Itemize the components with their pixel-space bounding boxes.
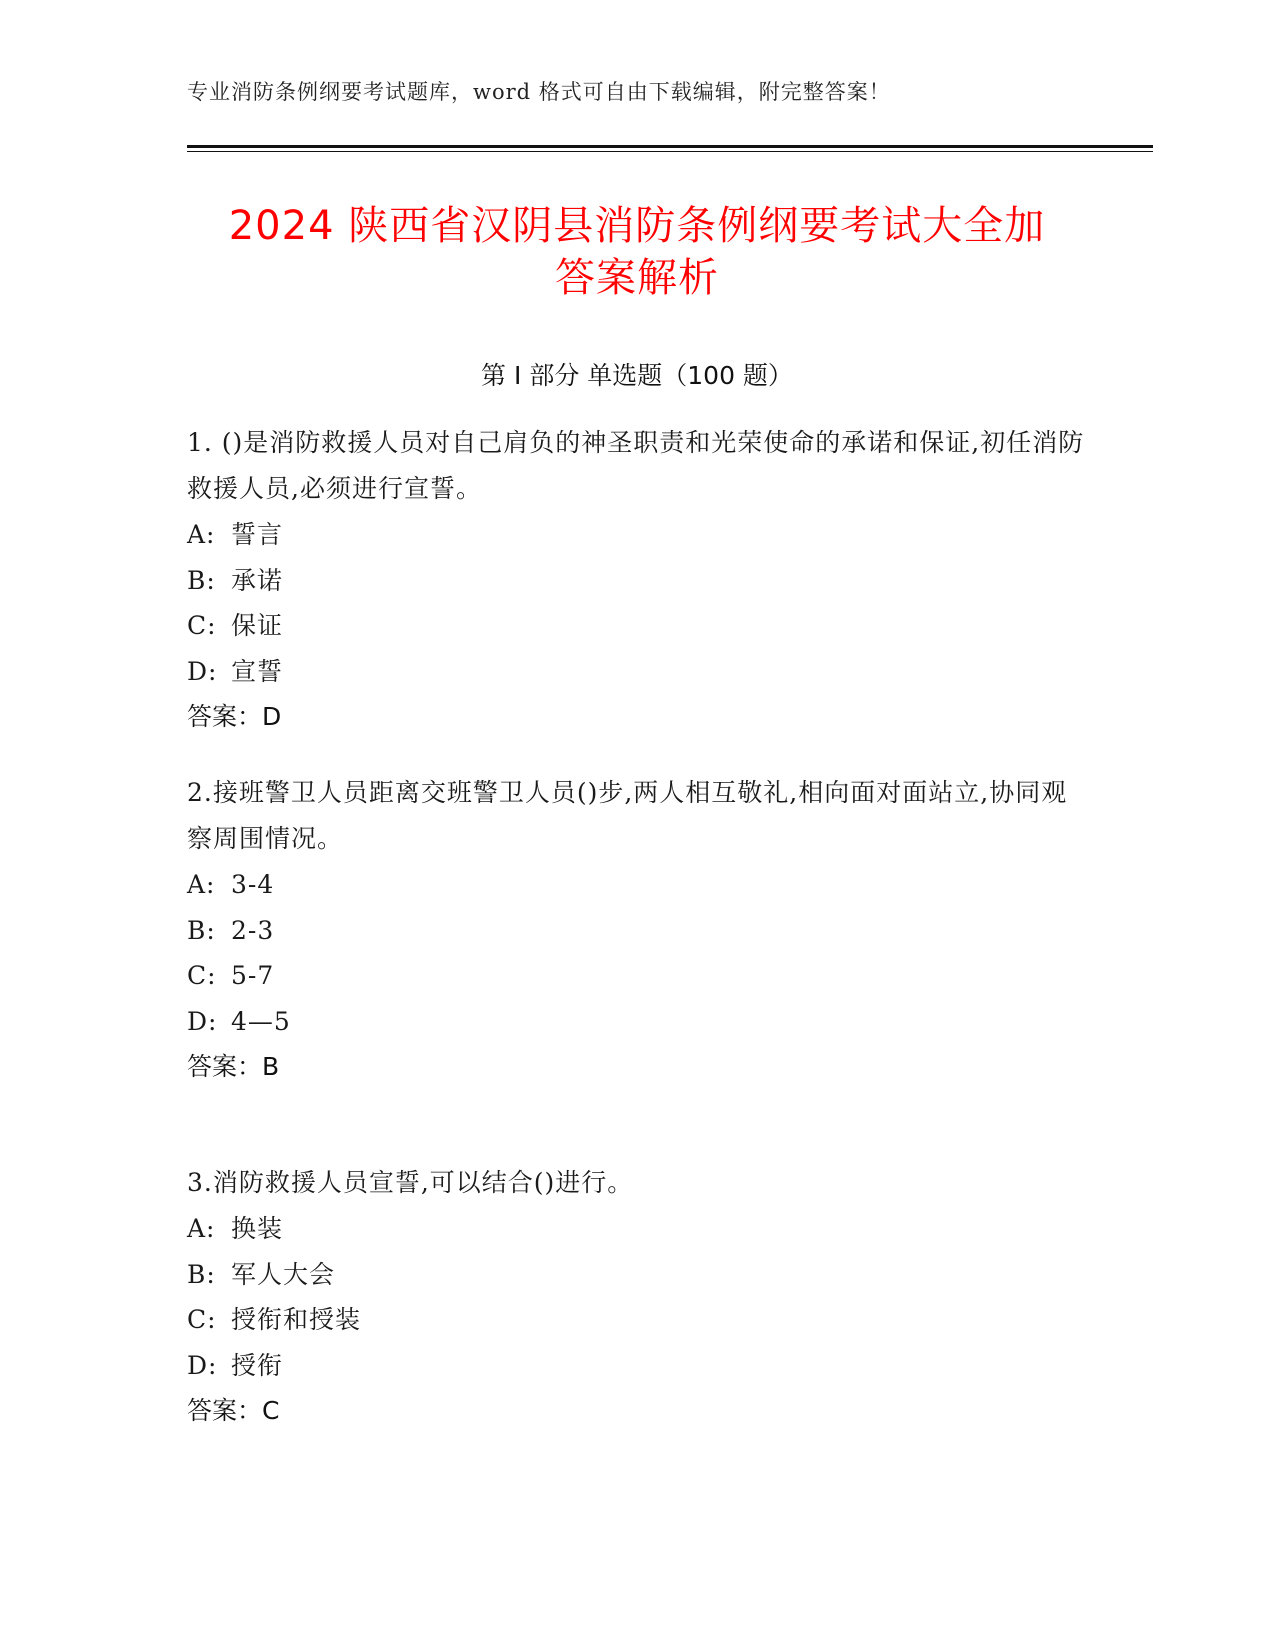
option-c bbox=[187, 953, 1087, 999]
option-value: 承诺 bbox=[231, 565, 284, 595]
option-value: 授衔和授装 bbox=[231, 1305, 362, 1334]
option-key: B: bbox=[187, 1259, 216, 1289]
question-text: 2.接班警卫人员距离交班警卫人员()步,两人相互敬礼,相向面对面站立,协同观察周围情况。 bbox=[187, 778, 1068, 853]
option-b bbox=[187, 908, 1087, 954]
title-line-2: 答案解析 bbox=[555, 255, 719, 301]
document-title bbox=[187, 200, 1087, 304]
option-key: A: bbox=[187, 520, 216, 549]
option-key: C: bbox=[187, 611, 217, 640]
option-key: B: bbox=[187, 915, 216, 945]
header-rule-thin bbox=[187, 151, 1153, 152]
option-key: C: bbox=[187, 1305, 217, 1334]
section-title: 第 I 部分 单选题（100 题） bbox=[481, 361, 793, 390]
option-value: 军人大会 bbox=[231, 1259, 336, 1289]
option-a bbox=[187, 862, 1087, 908]
option-d bbox=[187, 649, 1087, 695]
answer: 答案：D bbox=[187, 702, 282, 731]
option-d bbox=[187, 999, 1087, 1045]
option-b bbox=[187, 558, 1087, 604]
option-key: D: bbox=[187, 1350, 218, 1380]
option-value: 4—5 bbox=[231, 1006, 291, 1036]
answer: 答案：C bbox=[187, 1396, 280, 1425]
option-value: 保证 bbox=[231, 611, 284, 640]
option-d bbox=[187, 1343, 1087, 1389]
option-b bbox=[187, 1252, 1087, 1298]
option-c bbox=[187, 1297, 1087, 1343]
question-text: 1. ()是消防救援人员对自己肩负的神圣职责和光荣使命的承诺和保证,初任消防救援人员,必须进行宣誓。 bbox=[187, 428, 1085, 503]
option-c bbox=[187, 603, 1087, 649]
header-rule-thick bbox=[187, 145, 1153, 148]
page-header: 专业消防条例纲要考试题库，word 格式可自由下载编辑，附完整答案！ bbox=[187, 80, 891, 104]
option-key: D: bbox=[187, 656, 218, 686]
answer: 答案：B bbox=[187, 1052, 280, 1081]
option-value: 5-7 bbox=[231, 961, 275, 990]
option-key: C: bbox=[187, 961, 217, 990]
option-value: 誓言 bbox=[231, 520, 284, 549]
question-3 bbox=[187, 1160, 1087, 1434]
question-2 bbox=[187, 770, 1087, 1090]
option-key: A: bbox=[187, 1214, 216, 1243]
option-key: A: bbox=[187, 870, 216, 899]
option-a bbox=[187, 1206, 1087, 1252]
option-key: B: bbox=[187, 565, 216, 595]
option-value: 2-3 bbox=[231, 915, 275, 945]
option-value: 授衔 bbox=[231, 1350, 284, 1380]
option-a bbox=[187, 512, 1087, 558]
question-text: 3.消防救援人员宣誓,可以结合()进行。 bbox=[187, 1168, 634, 1197]
option-value: 3-4 bbox=[231, 870, 275, 899]
option-value: 换装 bbox=[231, 1214, 284, 1243]
option-value: 宣誓 bbox=[231, 656, 284, 686]
question-1 bbox=[187, 420, 1087, 740]
title-line-1: 2024 陕西省汉阴县消防条例纲要考试大全加 bbox=[228, 203, 1046, 249]
option-key: D: bbox=[187, 1006, 218, 1036]
